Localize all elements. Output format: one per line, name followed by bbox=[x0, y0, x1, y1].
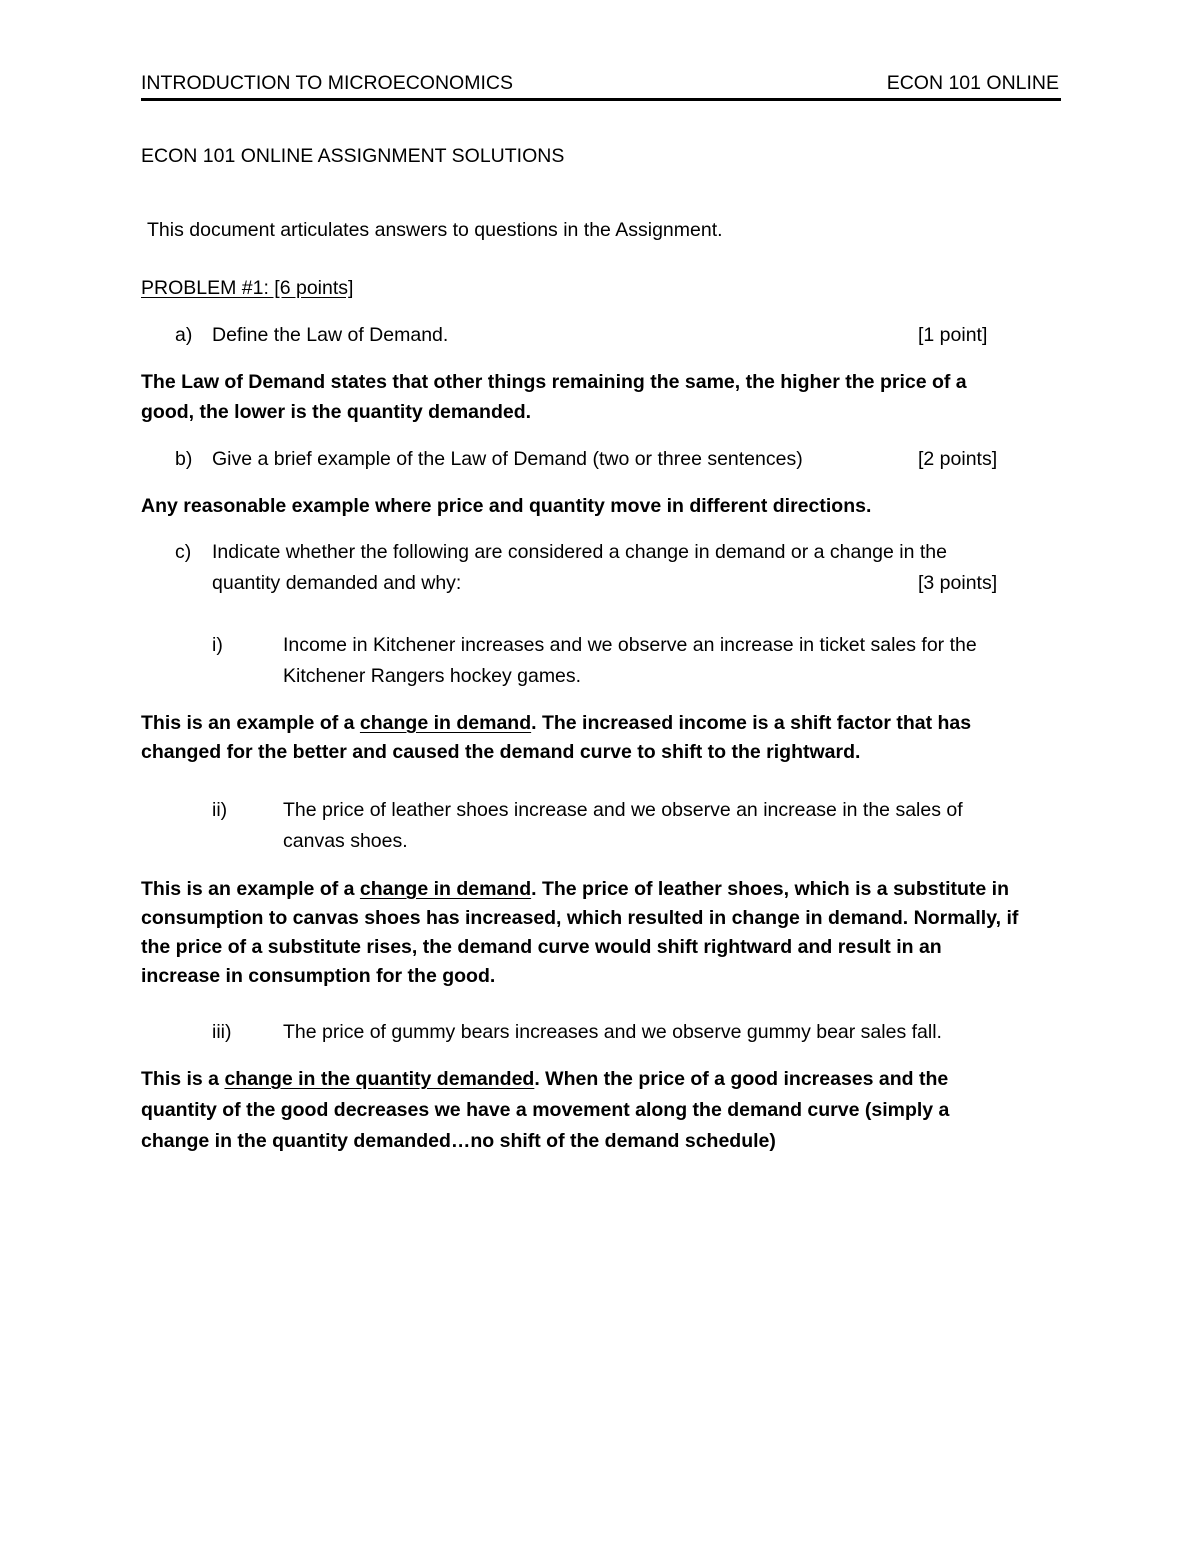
answer-i-rest: . The increased income is a shift factor that has bbox=[531, 712, 972, 734]
item-ii-text-line-2: canvas shoes. bbox=[283, 830, 408, 852]
question-c-text-line-1: Indicate whether the following are considered a change in demand or a change in the bbox=[212, 541, 947, 563]
answer-iii-line-3: change in the quantity demanded…no shift of the demand schedule) bbox=[141, 1130, 776, 1152]
answer-ii-line-4: increase in consumption for the good. bbox=[141, 965, 496, 987]
answer-i-prefix: This is an example of a bbox=[141, 712, 360, 734]
question-b-marker: b) bbox=[175, 448, 193, 470]
question-b-points: [2 points] bbox=[918, 448, 998, 470]
document-title: ECON 101 ONLINE ASSIGNMENT SOLUTIONS bbox=[141, 145, 565, 167]
question-c-marker: c) bbox=[175, 541, 192, 563]
header-course-code: ECON 101 ONLINE bbox=[886, 72, 1059, 94]
problem-heading: PROBLEM #1: [6 points] bbox=[141, 277, 354, 299]
answer-ii-line-3: the price of a substitute rises, the demand curve would shift rightward and result in an bbox=[141, 936, 942, 958]
question-a-text: Define the Law of Demand. bbox=[212, 324, 449, 346]
question-b-text: Give a brief example of the Law of Demand (two or three sentences) bbox=[212, 448, 803, 470]
item-i-text-line-2: Kitchener Rangers hockey games. bbox=[283, 665, 582, 687]
item-iii-marker: iii) bbox=[212, 1021, 232, 1043]
answer-i-line-1 bbox=[141, 714, 971, 734]
item-i-text-line-1: Income in Kitchener increases and we observe an increase in ticket sales for the bbox=[283, 634, 977, 656]
question-c-points: [3 points] bbox=[918, 572, 998, 594]
question-c-text-line-2: quantity demanded and why: bbox=[212, 572, 462, 594]
item-iii-text-line-1: The price of gummy bears increases and we observe gummy bear sales fall. bbox=[283, 1021, 942, 1043]
answer-ii-line-1 bbox=[141, 880, 1009, 900]
answer-iii-line-2: quantity of the good decreases we have a movement along the demand curve (simply a bbox=[141, 1099, 950, 1121]
question-a-points: [1 point] bbox=[918, 324, 988, 346]
answer-a-line-1: The Law of Demand states that other things remaining the same, the higher the price of a bbox=[141, 371, 967, 393]
header-course-title: INTRODUCTION TO MICROECONOMICS bbox=[141, 72, 513, 94]
answer-iii-term: change in the quantity demanded bbox=[224, 1068, 535, 1090]
answer-i-line-2: changed for the better and caused the demand curve to shift to the rightward. bbox=[141, 741, 861, 763]
item-ii-text-line-1: The price of leather shoes increase and we observe an increase in the sales of bbox=[283, 799, 963, 821]
answer-a-line-2: good, the lower is the quantity demanded. bbox=[141, 401, 532, 423]
answer-i-term: change in demand bbox=[359, 712, 532, 734]
answer-iii-prefix: This is a bbox=[141, 1068, 225, 1090]
answer-ii-line-2: consumption to canvas shoes has increased, which resulted in change in demand. Normally, if bbox=[141, 907, 1019, 929]
question-a-marker: a) bbox=[175, 324, 193, 346]
page-header bbox=[141, 72, 1061, 101]
intro-text: This document articulates answers to questions in the Assignment. bbox=[147, 219, 723, 241]
answer-iii-line-1 bbox=[141, 1070, 948, 1090]
item-i-marker: i) bbox=[212, 634, 223, 656]
answer-ii-term: change in demand bbox=[359, 878, 532, 900]
answer-ii-rest: . The price of leather shoes, which is a substitute in bbox=[531, 878, 1009, 900]
item-ii-marker: ii) bbox=[212, 799, 228, 821]
answer-ii-prefix: This is an example of a bbox=[141, 878, 360, 900]
answer-iii-rest: . When the price of a good increases and the bbox=[534, 1068, 949, 1090]
answer-b-line-1: Any reasonable example where price and quantity move in different directions. bbox=[141, 495, 872, 517]
